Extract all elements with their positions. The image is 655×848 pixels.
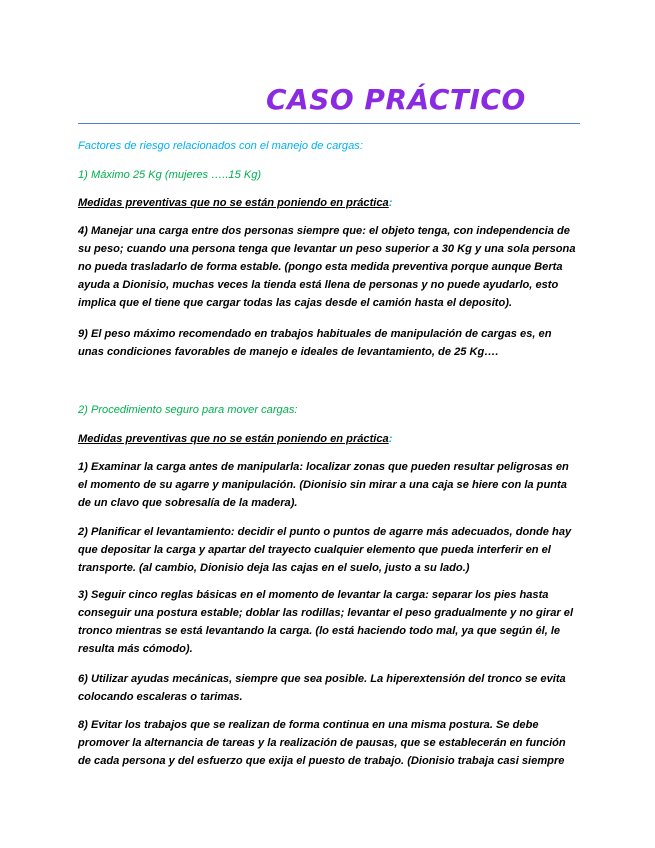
section1-paragraph-9: 9) El peso máximo recomendado en trabajos habituales de manipulación de cargas es, en unas condiciones favorables de manejo e ideales de levantamiento, de 25 Kg….	[78, 328, 552, 358]
section2-measures-heading-text: Medidas preventivas que no se están poniendo en práctica	[78, 433, 389, 445]
section1-factor: 1) Máximo 25 Kg (mujeres …..15 Kg)	[78, 169, 262, 181]
section2-paragraph-1: 1) Examinar la carga antes de manipularla: localizar zonas que pueden resultar peligrosas en el momento de su agarre y manipulación. (Dionisio sin mirar a una caja se hiere con la punta de un clavo que sobresalía de la madera).	[78, 461, 569, 509]
section1-measures-heading-text: Medidas preventivas que no se están poniendo en práctica	[78, 197, 389, 209]
section2-measures-colon: :	[388, 433, 393, 445]
section2-measures-heading	[78, 430, 578, 448]
page-title: CASO PRÁCTICO	[266, 83, 526, 116]
section1-measures-colon: :	[388, 197, 393, 209]
section1-heading: Factores de riesgo relacionados con el manejo de cargas:	[78, 140, 363, 152]
section2-paragraph-2: 2) Planificar el levantamiento: decidir el punto o puntos de agarre más adecuados, donde hay que depositar la carga y apartar del trayecto cualquier elemento que pueda interferir en el transporte. (al cambio, Dionisio deja las cajas en el suelo, justo a su lado.)	[78, 526, 572, 574]
section2-paragraph-3: 3) Seguir cinco reglas básicas en el momento de levantar la carga: separar los pies hasta conseguir una postura estable; doblar las rodillas; levantar el peso gradualmente y no girar el tronco mientras se está levantando la carga. (lo está haciendo todo mal, ya que según él, le resulta más cómodo).	[78, 589, 574, 655]
section2-paragraph-6: 6) Utilizar ayudas mecánicas, siempre que sea posible. La hiperextensión del tronco se evita colocando escaleras o tarimas.	[78, 673, 566, 703]
section2-paragraph-8: 8) Evitar los trabajos que se realizan de forma continua en una misma postura. Se debe promover la alternancia de tareas y la realización de pausas, que se establecerán en función de cada persona y del esfuerzo que exija el puesto de trabajo. (Dionisio trabaja casi siempre	[78, 719, 566, 767]
section1-measures-heading	[78, 194, 578, 212]
section1-paragraph-4: 4) Manejar una carga entre dos personas siempre que: el objeto tenga, con independencia de su peso; cuando una persona tenga que levantar un peso superior a 30 Kg y una sola persona no pueda trasladarlo de forma estable. (pongo esta medida preventiva porque aunque Berta ayuda a Dionisio, muchas veces la tienda está llena de personas y no puede ayudarlo, esto implica que el tiene que cargar todas las cajas desde el camión hasta el deposito).	[78, 225, 576, 309]
section2-heading: 2) Procedimiento seguro para mover cargas:	[78, 404, 298, 416]
title-underline-rule	[78, 123, 580, 124]
